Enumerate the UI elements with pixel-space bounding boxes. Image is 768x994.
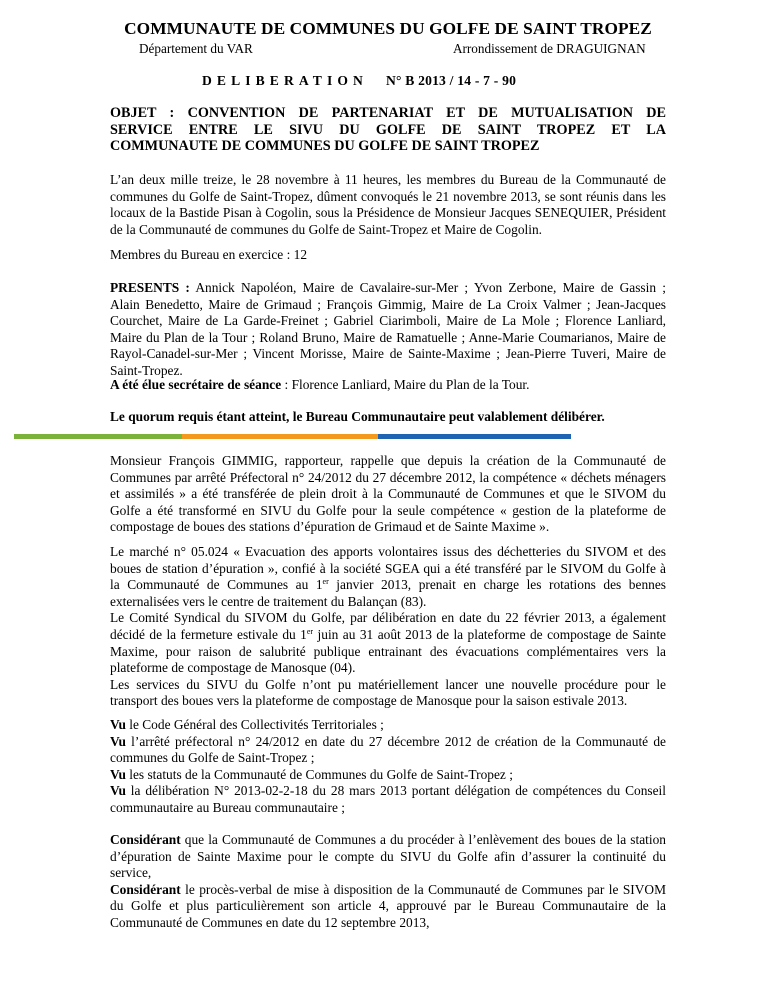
objet-line: SERVICE ENTRE LE SIVU DU GOLFE DE SAINT TROPEZ ET LA <box>110 121 666 138</box>
considerant-item <box>110 832 666 849</box>
considerant-item <box>110 882 666 899</box>
rapport-paragraph <box>110 453 666 536</box>
text-line: et assimilés » a été transférée de plein droit à la Communauté de Communes et que le SIVOM du <box>110 486 666 502</box>
text-line: plateforme de compostage de Manosque (04). <box>110 660 356 676</box>
text-line: Maire du Plan de la Tour ; Roland Bruno, Maire de Ramatuelle ; Anne-Marie Coumarianos, Maire de <box>110 329 666 345</box>
text-segment: que la Communauté de Communes a du procéder à l’enlèvement des boues de la station <box>180 832 666 847</box>
vu-item <box>110 783 666 800</box>
text-line: Communes par arrêté Préfectoral n° 24/2012 du 27 décembre 2012, la compétence « déchets ménagers <box>110 469 666 485</box>
secretaire-text: : Florence Lanliard, Maire du Plan de la Tour. <box>281 377 530 392</box>
marche-paragraph <box>110 544 666 710</box>
vu-item <box>110 717 666 734</box>
text-line <box>110 280 666 297</box>
text-line: transport des boues vers la plateforme de compostage de Manosque pour la saison estivale 2013. <box>110 693 628 709</box>
header-department: Département du VAR <box>139 41 253 56</box>
text-line: communes du Golfe de Saint-Tropez, dûment convoqués le 21 novembre 2013, se sont réunis dans les <box>110 188 666 204</box>
text-segment: décidé de la fermeture estivale du 1 <box>110 626 307 642</box>
text-line: Communauté de Communes en date du 12 septembre 2013, <box>110 914 430 930</box>
text-line: compostage de boues des stations d’épuration de Grimaud et de Sainte Maxime ». <box>110 519 550 535</box>
text-line: communes du Golfe de Saint-Tropez ; <box>110 750 315 766</box>
text-segment: les statuts de la Communauté de Communes du Golfe de Saint-Tropez ; <box>125 766 513 782</box>
vu-label: Vu <box>110 733 126 749</box>
objet-line: COMMUNAUTE DE COMMUNES DU GOLFE DE SAINT TROPEZ <box>110 138 540 154</box>
text-line: Monsieur François GIMMIG, rapporteur, rappelle que depuis la création de la Communauté de <box>110 453 666 468</box>
text-line: Alain Benedetto, Maire de Grimaud ; François Gimmig, Maire de La Croix Valmer ; Jean-Jacques <box>110 296 666 312</box>
text-segment: janvier 2013, prenait en charge les rotations des bennes <box>328 577 666 593</box>
vu-label: Vu <box>110 766 126 782</box>
text-segment: le Code Général des Collectivités Territoriales ; <box>125 717 384 732</box>
header-title: COMMUNAUTE DE COMMUNES DU GOLFE DE SAINT TROPEZ <box>124 19 652 38</box>
text-line: Les services du SIVU du Golfe n’ont pu matériellement lancer une nouvelle procédure pour le <box>110 676 666 692</box>
presents-label: PRESENTS : <box>110 280 190 295</box>
superscript: er <box>306 626 314 636</box>
text-line: boues de station d’épuration », confié à la société SGEA qui a été transféré par le SIVOM du Golfe à <box>110 560 666 576</box>
text-line <box>110 627 666 644</box>
intro-paragraph <box>110 172 666 238</box>
text-line: Le marché n° 05.024 « Evacuation des apports volontaires issus des déchetteries du SIVOM et des <box>110 544 666 559</box>
deliberation-number: N° B 2013 / 14 - 7 - 90 <box>385 73 517 88</box>
text-segment: la Communauté de Communes au 1 <box>110 577 323 593</box>
header-arrondissement: Arrondissement de DRAGUIGNAN <box>453 41 646 56</box>
considerant-label: Considérant <box>110 832 181 847</box>
considerant-label: Considérant <box>110 881 181 897</box>
text-line: du Golfe et plus particulièrement son article 4, approuvé par le Bureau Communautaire de la <box>110 898 666 914</box>
text-line: d’épuration de Sainte Maxime pour le compte du SIVU du Golfe afin d’assurer la continuité du <box>110 848 666 864</box>
text-segment: juin au 31 août 2013 de la plateforme de compostage de Sainte <box>313 626 666 642</box>
text-line: service, <box>110 865 152 881</box>
vu-item <box>110 734 666 751</box>
text-line: L’an deux mille treize, le 28 novembre à 11 heures, les membres du Bureau de la Communauté de <box>110 172 666 187</box>
text-segment: la délibération N° 2013-02-2-18 du 28 mars 2013 portant délégation de compétences du Conseil <box>125 783 666 799</box>
considerant-paragraph <box>110 832 666 932</box>
deliberation-heading <box>202 73 516 90</box>
vu-item <box>110 767 666 784</box>
text-line: Le Comité Syndical du SIVOM du Golfe, par délibération en date du 22 février 2013, a également <box>110 610 666 626</box>
deliberation-word: DELIBERATION <box>202 73 368 88</box>
text-line: locaux de la Bastide Pisan à Cogolin, sous la Présidence de Monsieur Jacques SENEQUIER, Président <box>110 205 666 221</box>
secretaire-line <box>110 377 666 394</box>
membres-line: Membres du Bureau en exercice : 12 <box>110 247 308 262</box>
text-line: communautaire au Bureau communautaire ; <box>110 799 345 815</box>
vu-label: Vu <box>110 783 126 799</box>
presents-line: Annick Napoléon, Maire de Cavalaire-sur-Mer ; Yvon Zerbone, Maire de Gassin ; <box>189 280 666 295</box>
text-line: Courchet, Maire de La Garde-Freinet ; Gabriel Ciarimboli, Maire de La Mole ; Florence Lanliard, <box>110 313 666 329</box>
text-line: Maxime, pour raison de salubrité publique entrainant des évacuations complémentaires vers la <box>110 643 666 659</box>
text-line: Saint-Tropez. <box>110 362 183 378</box>
text-line: de la Communauté de communes du Golfe de Saint-Tropez et Maire de Cogolin. <box>110 221 543 237</box>
text-line: externalisées vers le centre de traitement du Balançan (83). <box>110 593 427 609</box>
vu-label: Vu <box>110 717 126 732</box>
divider-segment-blue <box>378 434 571 439</box>
text-segment: le procès-verbal de mise à disposition de la Communauté de Communes par le SIVOM <box>180 881 666 897</box>
objet-line: OBJET : CONVENTION DE PARTENARIAT ET DE MUTUALISATION DE <box>110 105 666 121</box>
text-segment: l’arrêté préfectoral n° 24/2012 en date du 27 décembre 2012 de création de la Communauté de <box>125 733 666 749</box>
objet-heading <box>110 105 666 155</box>
divider-segment-orange <box>182 434 378 439</box>
secretaire-label: A été élue secrétaire de séance <box>110 377 282 392</box>
superscript: er <box>322 577 329 587</box>
presents-paragraph <box>110 280 666 380</box>
text-line: Rayol-Canadel-sur-Mer ; Vincent Morisse, Maire de Sainte-Maxime ; Jean-Pierre Tuveri, Maire de <box>110 346 666 362</box>
text-line: Golfe a été transformé en SIVU du Golfe pour la seule compétence « gestion de la plateforme de <box>110 502 666 518</box>
divider-bar <box>14 434 571 439</box>
vu-paragraph <box>110 717 666 817</box>
quorum-line: Le quorum requis étant atteint, le Bureau Communautaire peut valablement délibérer. <box>110 409 605 424</box>
text-line <box>110 577 666 594</box>
divider-segment-green <box>14 434 182 439</box>
